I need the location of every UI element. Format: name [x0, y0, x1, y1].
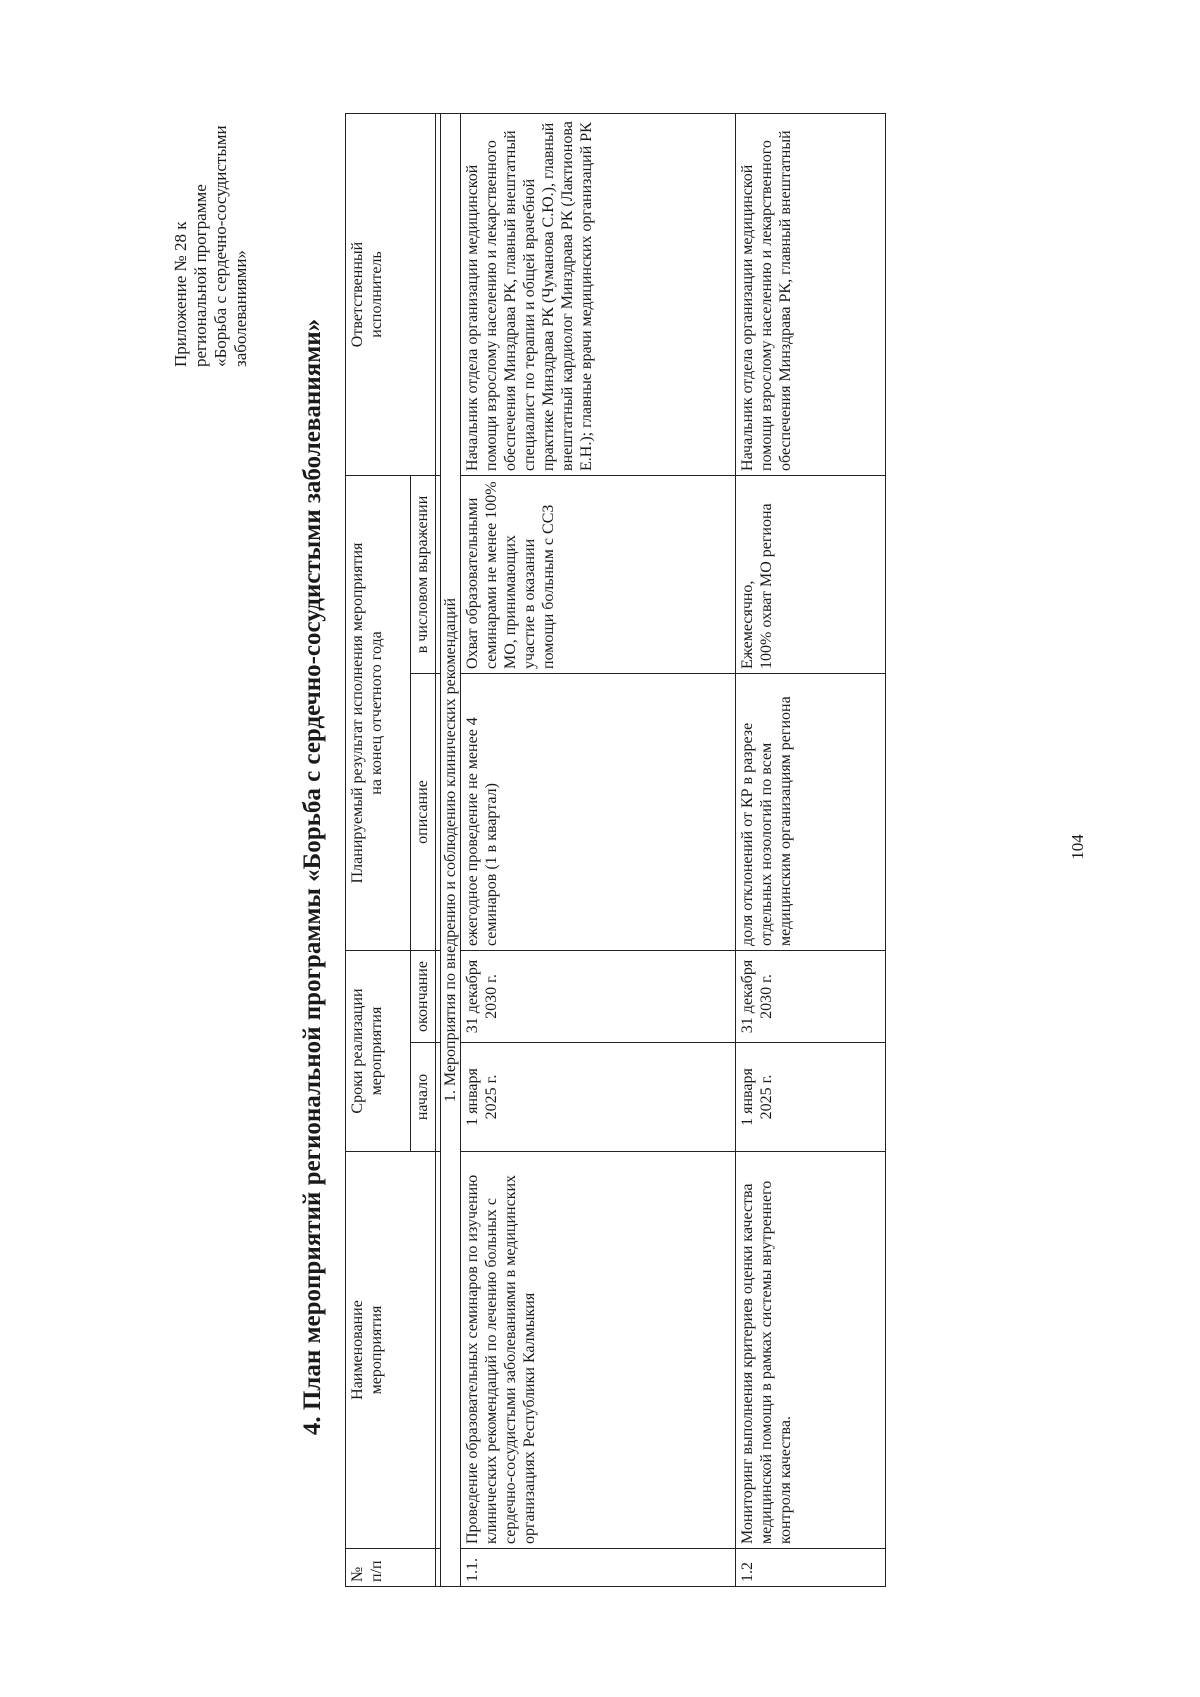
row-responsible: Начальник отдела организации медицинской помощи взрослому населению и лекарственного обеспечения Минздрава РК, главный внештатный специалист по терапии и общей врачебной практике Минздрава РК (Чуманова С.Ю.), главный внештатный кардиолог Минздрава РК (Лактионова Е.Н.); главные врачи медицинских организаций РК: [461, 113, 736, 475]
row-number: 1.2: [736, 1549, 886, 1587]
section-title: 1. Мероприятия по внедрению и соблюдению клинических рекомендаций: [441, 113, 461, 1586]
row-name: Проведение образовательных семинаров по изучению клинических рекомендаций по лечению больных с сердечно-сосудистыми заболеваниями в медицинских организациях Республики Калмыкия: [461, 1152, 736, 1549]
header-result: Планируемый результат исполнения мероприятия на конец отчетного года: [346, 475, 411, 950]
header-name: Наименование мероприятия: [346, 1152, 436, 1549]
row-end: 31 декабря 2030 г.: [461, 950, 736, 1042]
row-number: 1.1.: [461, 1549, 736, 1587]
header-start: начало: [411, 1043, 436, 1152]
header-num: № п/п: [346, 1549, 436, 1587]
row-responsible: Начальник отдела организации медицинской помощи взрослому населению и лекарственного обеспечения Минздрава РК, главный внештатный: [736, 113, 886, 475]
header-responsible: Ответственный исполнитель: [346, 113, 436, 475]
page-title: 4. План мероприятий региональной программы «Борьба с сердечно-сосудистыми заболеваниями»: [299, 318, 326, 1436]
row-description: ежегодное проведение не менее 4 семинаров (1 в квартал): [461, 673, 736, 950]
header-numeric: в числовом выражении: [411, 475, 436, 673]
appendix-note: Приложение № 28 к региональной программе «Борьба с сердечно-сосудистыми заболеваниями»: [171, 125, 250, 367]
row-numeric: Охват образовательными семинарами не менее 100% МО, принимающих участие в оказании помощи больным с ССЗ: [461, 475, 736, 673]
header-row: [346, 113, 411, 1586]
row-end: 31 декабря 2030 г.: [736, 950, 886, 1042]
row-name: Мониторинг выполнения критериев оценки качества медицинской помощи в рамках системы внутреннего контроля качества.: [736, 1152, 886, 1549]
action-plan-table: [345, 113, 886, 1587]
table-row: [736, 113, 886, 1586]
table-row: [461, 113, 736, 1586]
row-numeric: Ежемесячно, 100% охват МО региона: [736, 475, 886, 673]
section-row: [441, 113, 461, 1586]
row-start: 1 января 2025 г.: [736, 1043, 886, 1152]
header-terms: Сроки реализации мероприятия: [346, 950, 411, 1151]
page-number: 104: [1068, 834, 1087, 860]
header-end: окончание: [411, 950, 436, 1042]
row-start: 1 января 2025 г.: [461, 1043, 736, 1152]
header-description: описание: [411, 673, 436, 950]
row-description: доля отклонений от КР в разрезе отдельных нозологий по всем медицинским организациям региона: [736, 673, 886, 950]
